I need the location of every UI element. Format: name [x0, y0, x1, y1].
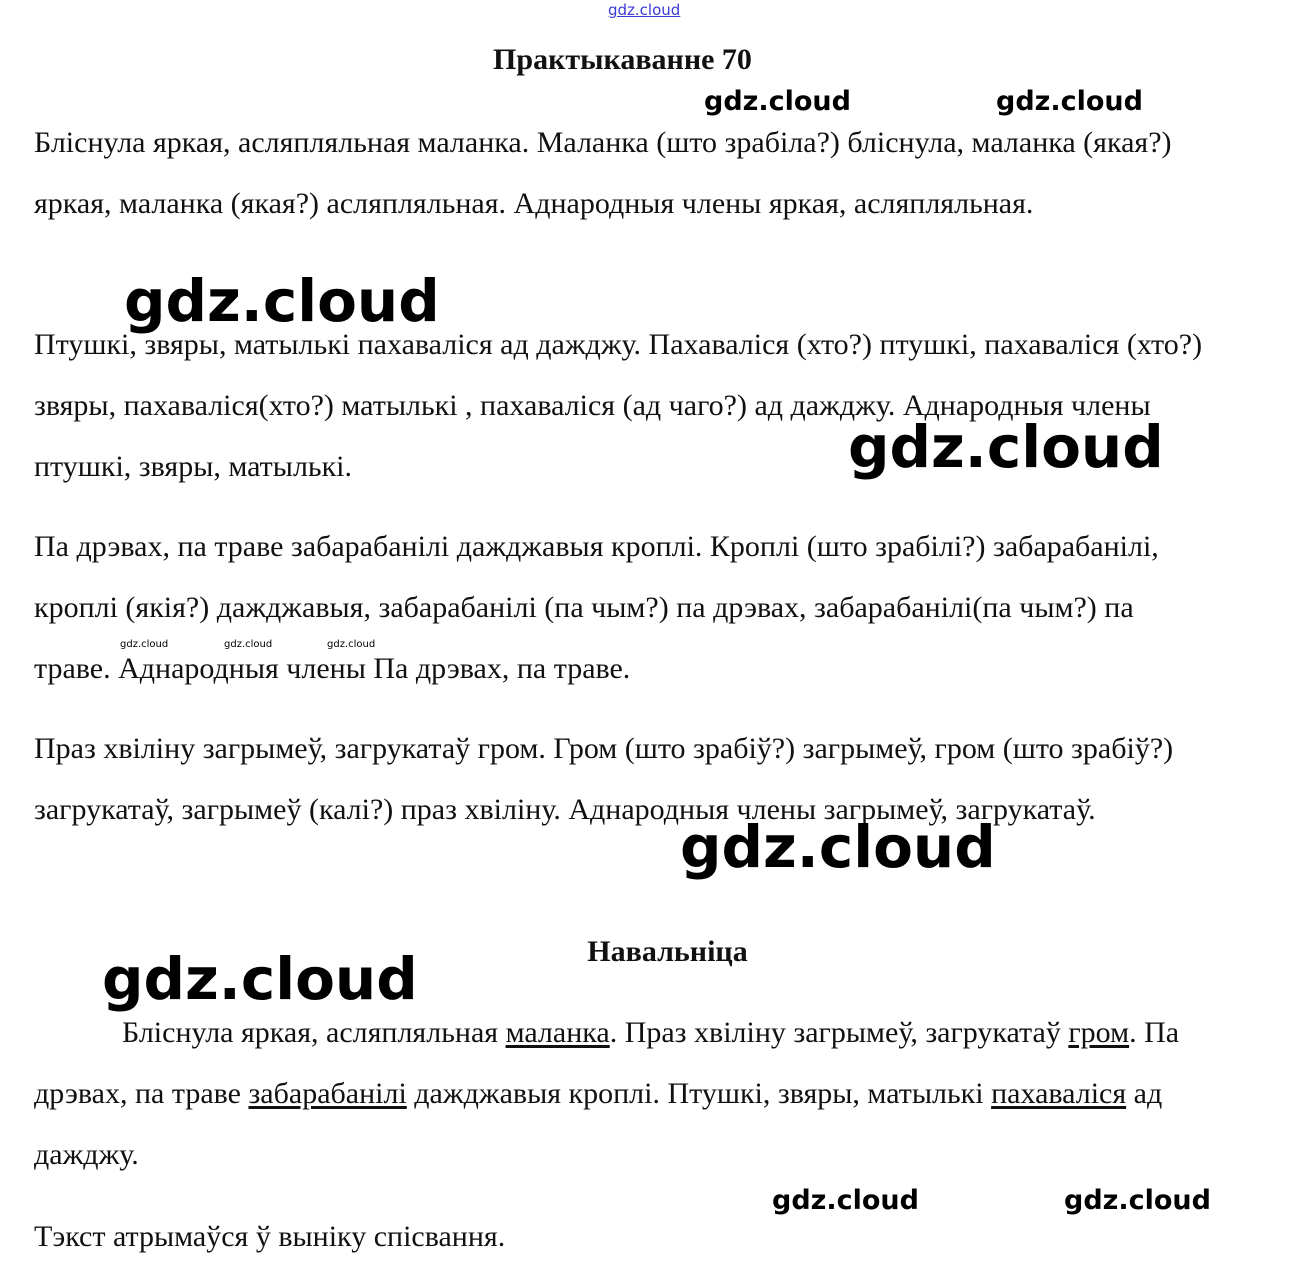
- story-segment: . Праз хвіліну загрымеў, загрукатаў: [609, 1016, 1069, 1049]
- paragraph-2: Птушкі, звяры, матылькі пахаваліся ад дажджу. Пахаваліся (хто?) птушкі, пахаваліся (хто?) звяры, пахаваліся(хто?) матылькі , пахаваліся (ад чаго?) ад дажджу. Аднародныя члены птушкі, звяры, матылькі.: [34, 328, 1203, 483]
- watermark-top[interactable]: gdz.cloud: [608, 1, 681, 19]
- watermark: gdz.cloud: [224, 639, 273, 650]
- paragraph-4: Праз хвіліну загрымеў, загрукатаў гром. Гром (што зрабіў?) загрымеў, гром (што зрабіў?) загрукатаў, загрымеў (калі?) праз хвіліну. Аднародныя члены загрымеў, загрукатаў.: [34, 732, 1174, 826]
- watermark: gdz.cloud: [124, 267, 440, 335]
- paragraph-1: Бліснула яркая, асляпляльная маланка. Маланка (што зрабіла?) бліснула, маланка (якая?) яркая, маланка (якая?) асляпляльная. Аднародныя члены яркая, асляпляльная.: [34, 126, 1172, 220]
- underlined-predicate: забарабанілі: [248, 1077, 407, 1110]
- watermark: gdz.cloud: [327, 639, 376, 650]
- underlined-subject: гром: [1068, 1016, 1130, 1049]
- underlined-predicate: пахаваліся: [991, 1077, 1127, 1110]
- paragraph-3: Па дрэвах, па траве забарабанілі дажджавыя кроплі. Кроплі (што зрабілі?) забарабанілі, кроплі (якія?) дажджавыя, забарабанілі (па чым?) па дрэвах, забарабанілі(па чым?) па траве. Аднародныя члены Па дрэвах, па траве.: [34, 530, 1159, 685]
- story-segment: . Па дрэвах, па траве: [34, 1016, 1180, 1110]
- watermark: gdz.cloud: [1064, 1185, 1211, 1216]
- note-text: Тэкст атрымаўся ў выніку спісвання.: [34, 1220, 506, 1253]
- watermark: gdz.cloud: [120, 639, 169, 650]
- watermark: gdz.cloud: [848, 413, 1164, 481]
- story-segment: дажджавыя кроплі. Птушкі, звяры, матылькі: [406, 1077, 992, 1110]
- watermark: gdz.cloud: [704, 86, 851, 117]
- story-segment: ад дажджу.: [34, 1077, 1163, 1171]
- page-title: Практыкаванне 70: [493, 43, 752, 76]
- underlined-subject: маланка: [505, 1016, 610, 1049]
- story-segment: Бліснула яркая, асляпляльная: [122, 1016, 506, 1049]
- watermark: gdz.cloud: [772, 1185, 919, 1216]
- watermark: gdz.cloud: [996, 86, 1143, 117]
- watermark: gdz.cloud: [102, 945, 418, 1013]
- story-text: [34, 1002, 1224, 1185]
- story-title: Навальніца: [587, 935, 748, 968]
- watermark: gdz.cloud: [680, 813, 996, 881]
